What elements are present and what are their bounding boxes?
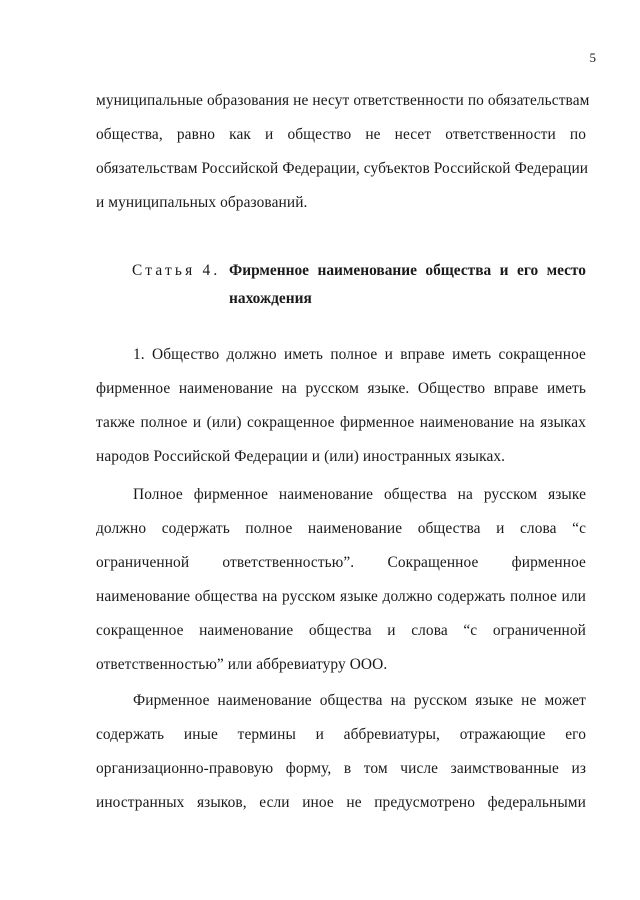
article-title-line: нахождения: [229, 290, 312, 307]
text-line: ответственностью” или аббревиатуру ООО.: [96, 656, 388, 673]
text-line: муниципальные образования не несут ответственности по обязательствам: [96, 92, 590, 109]
text-line: также полное и (или) сокращенное фирменное наименование на языках: [96, 414, 586, 431]
article-title-line: Фирменное наименование общества и его место: [229, 262, 586, 279]
text-line: наименование общества на русском языке должно содержать полное или: [96, 588, 586, 605]
text-line: организационно-правовую форму, в том числе заимствованные из: [96, 760, 586, 777]
text-line: должно содержать полное наименование общества и слова “с: [96, 520, 586, 537]
article-title: [229, 260, 586, 310]
text-line: обязательствам Российской Федерации, субъектов Российской Федерации: [96, 160, 589, 177]
text-line: народов Российской Федерации и (или) иностранных языках.: [96, 448, 506, 465]
text-line: ограниченной ответственностью”. Сокращенное фирменное: [96, 554, 586, 571]
text-line: фирменное наименование на русском языке. Общество вправе иметь: [96, 380, 586, 397]
text-line: 1. Общество должно иметь полное и вправе иметь сокращенное: [133, 346, 586, 363]
text-line: Фирменное наименование общества на русском языке не может: [133, 692, 586, 709]
article-label: Статья 4.: [132, 262, 221, 279]
text-line: общества, равно как и общество не несет ответственности по: [96, 126, 586, 143]
text-line: сокращенное наименование общества и слова “с ограниченной: [96, 622, 586, 639]
text-line: иностранных языков, если иное не предусмотрено федеральными: [96, 794, 586, 811]
text-line: и муниципальных образований.: [96, 194, 308, 211]
text-line: Полное фирменное наименование общества на русском языке: [133, 486, 586, 503]
page-number: 5: [589, 50, 596, 65]
text-line: содержать иные термины и аббревиатуры, отражающие его: [96, 726, 586, 743]
